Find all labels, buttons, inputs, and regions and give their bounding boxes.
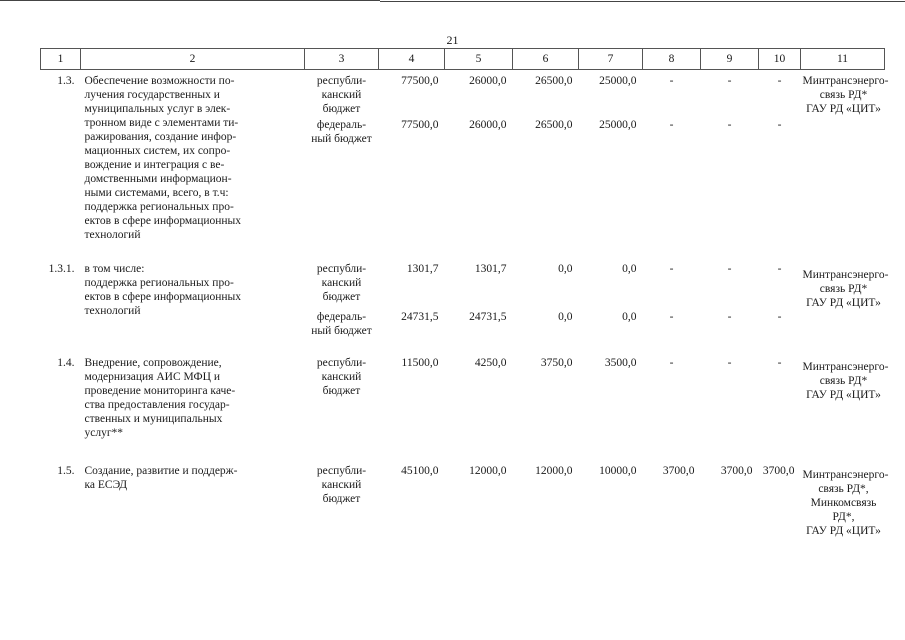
amount-year: - - [669, 75, 674, 131]
amount-year: 26000,0 26000,0 [469, 75, 507, 131]
col-header: 4 [379, 49, 445, 70]
table-row [41, 338, 885, 440]
amount-year: - [669, 357, 674, 369]
col-header: 1 [41, 49, 81, 70]
item-description: Создание, развитие и поддерж- ка ЕСЭД [84, 465, 238, 491]
col-header: 2 [81, 49, 305, 70]
amount-year: 4250,0 [474, 357, 507, 369]
item-number: 1.4. [57, 357, 75, 369]
executor: Минтрансэнерго- связь РД*, Минкомсвязь РД*, ГАУ РД «ЦИТ» [802, 469, 889, 537]
amount-total: 45100,0 [401, 465, 439, 477]
scan-edge-line [0, 0, 380, 1]
executor: Минтрансэнерго- связь РД* ГАУ РД «ЦИТ» [802, 361, 889, 401]
amount-year: - - [777, 75, 782, 131]
amount-year: - - [777, 263, 782, 323]
amount-year: 3750,0 [540, 357, 573, 369]
col-header: 10 [759, 49, 801, 70]
amount-year: - [727, 357, 732, 369]
amount-year: - - [727, 263, 732, 323]
col-header: 9 [701, 49, 759, 70]
amount-year: 3700,0 [762, 465, 795, 477]
col-header: 5 [445, 49, 513, 70]
amount-total: 1301,7 24731,5 [401, 263, 439, 323]
col-header: 8 [643, 49, 701, 70]
amount-year: 3700,0 [720, 465, 753, 477]
funding-source: республи- канский бюджет федераль- ный бюджет [311, 75, 372, 145]
column-number-header [41, 49, 885, 70]
amount-year: - - [727, 75, 732, 131]
item-description: в том числе: поддержка региональных про- ектов в сфере информационных технологий [84, 263, 242, 317]
amount-total: 77500,0 77500,0 [401, 75, 439, 131]
amount-year: 0,0 0,0 [558, 263, 573, 323]
col-header: 6 [513, 49, 579, 70]
amount-year: - - [669, 263, 674, 323]
amount-year: 0,0 0,0 [622, 263, 637, 323]
funding-source: республи- канский бюджет [316, 465, 367, 505]
page-number: 21 [446, 33, 459, 47]
amount-year: 1301,7 24731,5 [469, 263, 507, 323]
col-header: 3 [305, 49, 379, 70]
amount-year: 12000,0 [535, 465, 573, 477]
item-number: 1.5. [57, 465, 75, 477]
funding-source: республи- канский бюджет федераль- ный бюджет [311, 263, 372, 337]
amount-year: - [777, 357, 782, 369]
item-description: Обеспечение возможности по- лучения государственных и муниципальных услуг в элек- тронном виде с элементами ти- ражирования, создание инфор- мационных систем, их сопро- вождение и интеграция с ве- домственными информацион- ными системами, всего, в т.ч: поддержка региональных про- ектов в сфере информационных технологий [84, 75, 242, 241]
scan-edge-line [380, 1, 905, 2]
item-number: 1.3.1. [48, 263, 75, 275]
col-header: 11 [801, 49, 885, 70]
amount-total: 11500,0 [401, 357, 439, 369]
amount-year: 3500,0 [604, 357, 637, 369]
executor: Минтрансэнерго- связь РД* ГАУ РД «ЦИТ» [802, 75, 889, 115]
amount-year: 3700,0 [662, 465, 695, 477]
funding-source: республи- канский бюджет [316, 357, 367, 397]
program-table [40, 48, 889, 538]
amount-year: 12000,0 [469, 465, 507, 477]
col-header: 7 [579, 49, 643, 70]
amount-year: 10000,0 [599, 465, 637, 477]
executor: Минтрансэнерго- связь РД* ГАУ РД «ЦИТ» [802, 269, 889, 309]
table-row [41, 440, 885, 538]
amount-year: 25000,0 25000,0 [599, 75, 637, 131]
table-row [41, 242, 885, 338]
item-description: Внедрение, сопровождение, модернизация АИС МФЦ и проведение мониторинга каче- ства предоставления государ- ственных и муниципальных услуг** [84, 357, 236, 439]
table-row [41, 70, 885, 243]
amount-year: 26500,0 26500,0 [535, 75, 573, 131]
item-number: 1.3. [57, 75, 75, 87]
